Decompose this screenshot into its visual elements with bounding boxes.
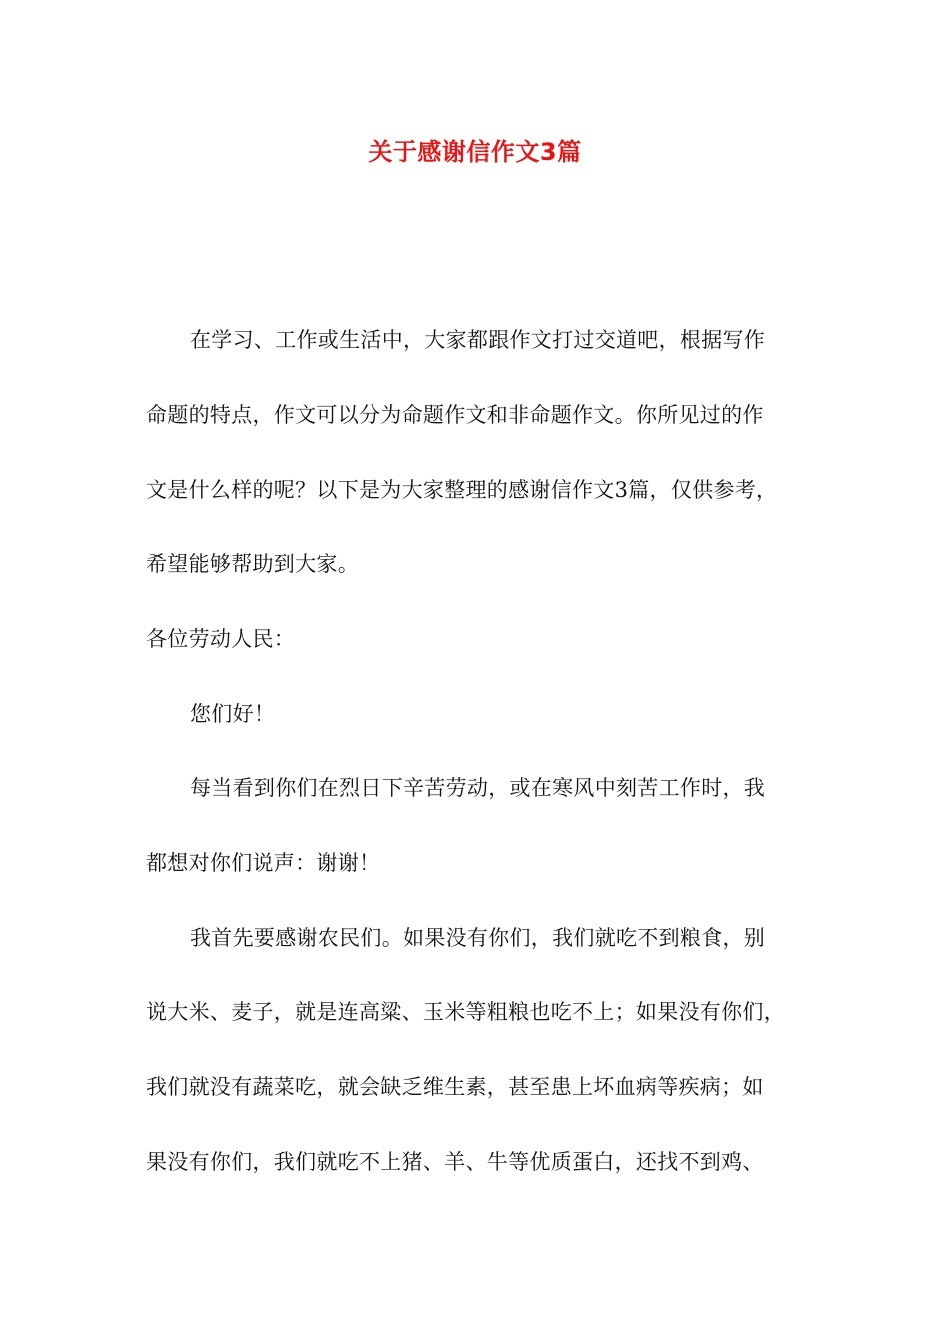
paragraph-line: 我首先要感谢农民们。如果没有你们，我们就吃不到粮食，别	[190, 926, 766, 950]
paragraph-line: 说大米、麦子，就是连高粱、玉米等粗粮也吃不上；如果没有你们，	[146, 1000, 785, 1024]
paragraph-line: 文是什么样的呢？以下是为大家整理的感谢信作文3篇，仅供参考，	[146, 478, 778, 502]
greeting: 您们好！	[190, 702, 276, 726]
paragraph-line: 每当看到你们在烈日下辛苦劳动，或在寒风中刻苦工作时，我	[190, 776, 766, 800]
paragraph-line: 希望能够帮助到大家。	[146, 552, 359, 576]
salutation: 各位劳动人民：	[146, 627, 296, 651]
paragraph-line: 都想对你们说声：谢谢！	[146, 851, 381, 875]
document-title: 关于感谢信作文3篇	[368, 138, 582, 166]
paragraph-line: 在学习、工作或生活中，大家都跟作文打过交道吧，根据写作	[190, 328, 766, 352]
paragraph-line: 命题的特点，作文可以分为命题作文和非命题作文。你所见过的作	[146, 403, 764, 427]
paragraph-line: 我们就没有蔬菜吃，就会缺乏维生素，甚至患上坏血病等疾病；如	[146, 1075, 764, 1099]
paragraph-line: 果没有你们，我们就吃不上猪、羊、牛等优质蛋白，还找不到鸡、	[146, 1150, 764, 1174]
